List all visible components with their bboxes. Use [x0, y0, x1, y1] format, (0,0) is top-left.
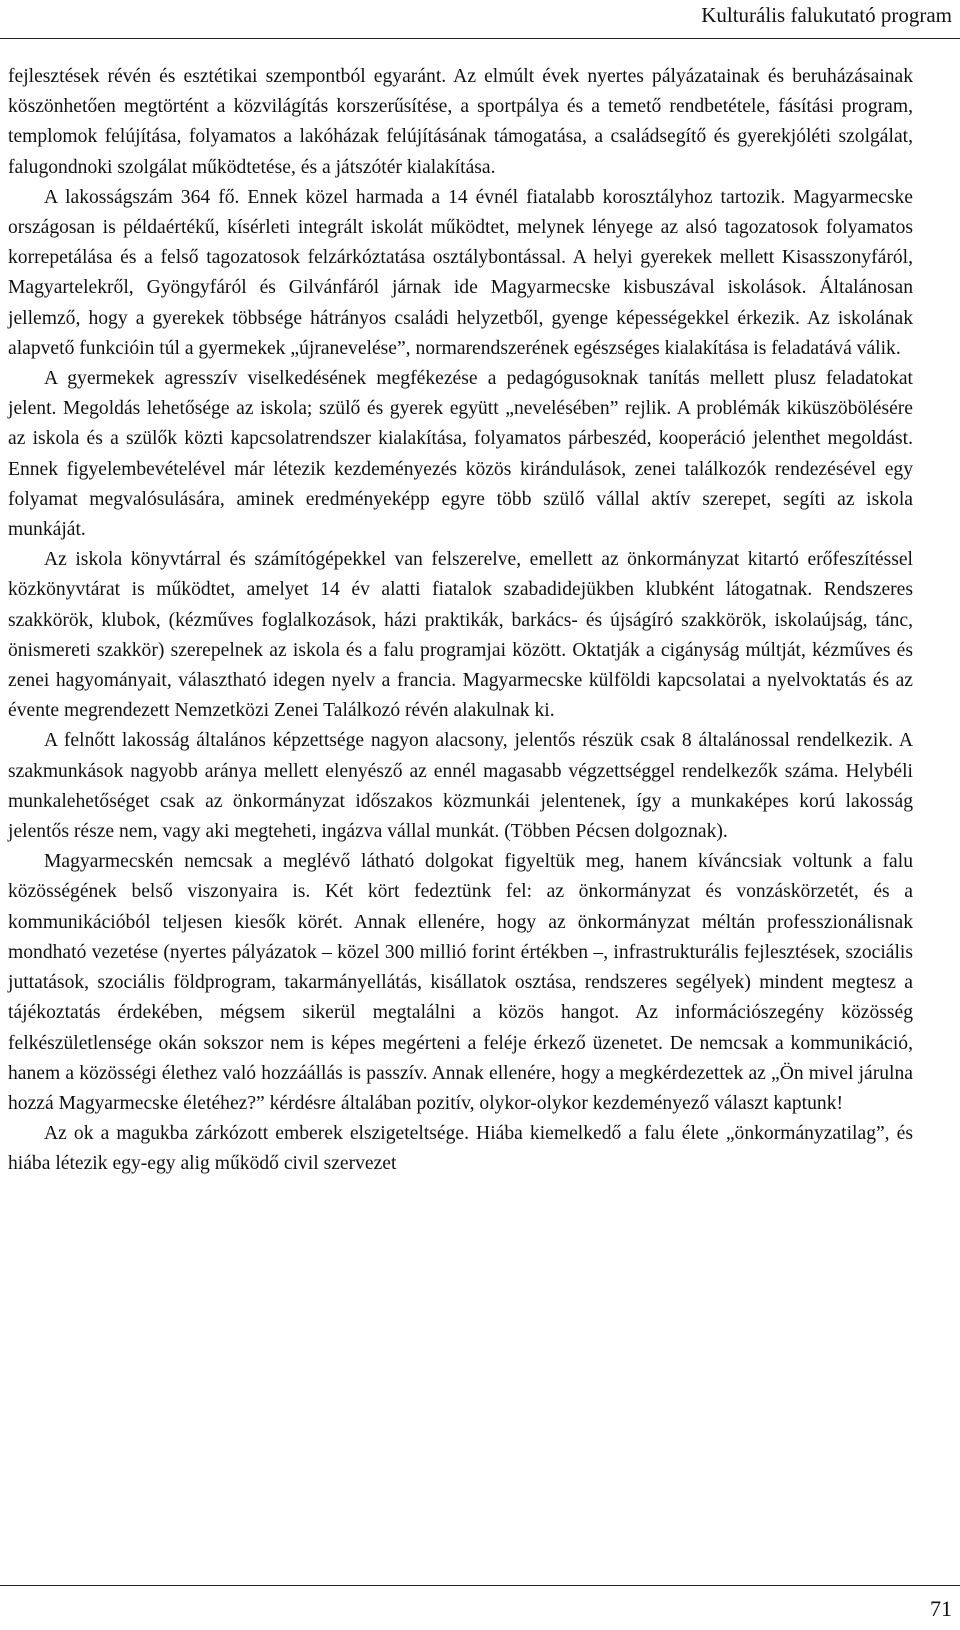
- running-title: Kulturális falukutató program: [701, 3, 952, 27]
- paragraph-continuation: fejlesztések révén és esztétikai szempontból egyaránt. Az elmúlt évek nyertes pályázatainak és beruházásainak köszönhetően megtörtént a közvilágítás korszerűsítése, a sportpálya és a temető rendbetétele, fásítási program, templomok felújítása, folyamatos a lakóházak felújításának támogatása, a családsegítő és gyerekjóléti szolgálat, falugondnoki szolgálat működtetése, és a játszótér kialakítása.: [8, 66, 913, 178]
- paragraph-aggression: A gyermekek agresszív viselkedésének megfékezése a pedagógusoknak tanítás mellett plusz feladatokat jelent. Megoldás lehetősége az iskola; szülő és gyerek együtt „nevelésében” rejlik. A problémák kiküszöbölésére az iskola és a szülők közti kapcsolatrendszer kialakítása, folyamatos párbeszéd, kooperáció jelenthet megoldást. Ennek figyelembevételével már létezik kezdeményezés közös kirándulások, zenei találkozók rendezésével egy folyamat megvalósulására, aminek eredményeképp egyre több szülő vállal aktív szerepet, segíti az iskola munkáját.: [8, 368, 913, 541]
- running-header: [0, 0, 960, 42]
- paragraph-library: Az iskola könyvtárral és számítógépekkel van felszerelve, emellett az önkormányzat kitartó erőfeszítéssel közkönyvtárat is működtet, amelyet 14 év alatti fiatalok szabadidejükben klubként látogatnak. Rendszeres szakkörök, klubok, (kézműves foglalkozások, házi praktikák, barkács- és újságíró szakkörök, iskolaújság, tánc, önismereti szakkör) szerepelnek az iskola és a falu programjai között. Oktatják a cigányság múltját, kézműves és zenei hagyományait, választható idegen nyelv a francia. Magyarmecske külföldi kapcsolatai a nyelvoktatás és az évente megrendezett Nemzetközi Zenei Találkozó révén alakulnak ki.: [8, 549, 913, 722]
- paragraph-community: Magyarmecskén nemcsak a meglévő látható dolgokat figyeltük meg, hanem kíváncsiak voltunk a falu közösségének belső viszonyaira is. Két kört fedeztünk fel: az önkormányzat és vonzáskörzetét, és a kommunikációból teljesen kiesők körét. Annak ellenére, hogy az önkormányzat méltán professzionálisnak mondható vezetése (nyertes pályázatok – közel 300 millió forint értékben –, infrastrukturális fejlesztések, szociális juttatások, szociális földprogram, takarmányellátás, kisállatok osztása, rendszeres segélyek) mindent megtesz a tájékoztatás érdekében, mégsem sikerül megtalálni a közös hangot. Az információszegény közösség felkészületlensége okán sokszor nem is képes megérteni a feléje érkező üzenetet. De nemcsak a kommunikáció, hanem a közösségi élethez való hozzáállás is passzív. Annak ellenére, hogy a megkérdezettek az „Ön mivel járulna hozzá Magyarmecske életéhez?” kérdésre általában pozitív, olykor-olykor kezdeményező választ kaptunk!: [8, 851, 913, 1114]
- paragraph-population: A lakosságszám 364 fő. Ennek közel harmada a 14 évnél fiatalabb korosztályhoz tartozik. Magyarmecske országosan is példaértékű, kísérleti integrált iskolát működtet, melynek lényege az alsó tagozatosok folyamatos korrepetálása és a felső tagozatosok felzárkóztatása osztálybontással. A helyi gyerekek mellett Kisasszonyfáról, Magyartelekről, Gyöngyfáról és Gilvánfáról járnak ide Magyarmecske kisbuszával iskolások. Általánosan jellemző, hogy a gyerekek többsége hátrányos családi helyzetből, gyenge képességekkel érkezik. Az iskolának alapvető funkcióin túl a gyermekek „újranevelése”, normarendszerének egészséges kialakítása is feladatává válik.: [8, 186, 913, 359]
- footer-divider: [0, 1585, 960, 1586]
- header-divider: [0, 38, 960, 39]
- paragraph-isolation: Az ok a magukba zárkózott emberek elszigeteltsége. Hiába kiemelkedő a falu élete „önkormányzatilag”, és hiába létezik egy-egy alig működő civil szervezet: [8, 1123, 913, 1175]
- page-number: 71: [930, 1596, 952, 1621]
- main-text: [8, 62, 913, 1180]
- paragraph-adult-education: A felnőtt lakosság általános képzettsége nagyon alacsony, jelentős részük csak 8 általánossal rendelkezik. A szakmunkások nagyobb aránya mellett elenyésző az ennél magasabb végzettséggel rendelkezők száma. Helybéli munkalehetőséget csak az önkormányzat időszakos közmunkái jelentenek, így a munkaképes korú lakosság jelentős része nem, vagy aki megteheti, ingázva vállal munkát. (Többen Pécsen dolgoznak).: [8, 730, 913, 843]
